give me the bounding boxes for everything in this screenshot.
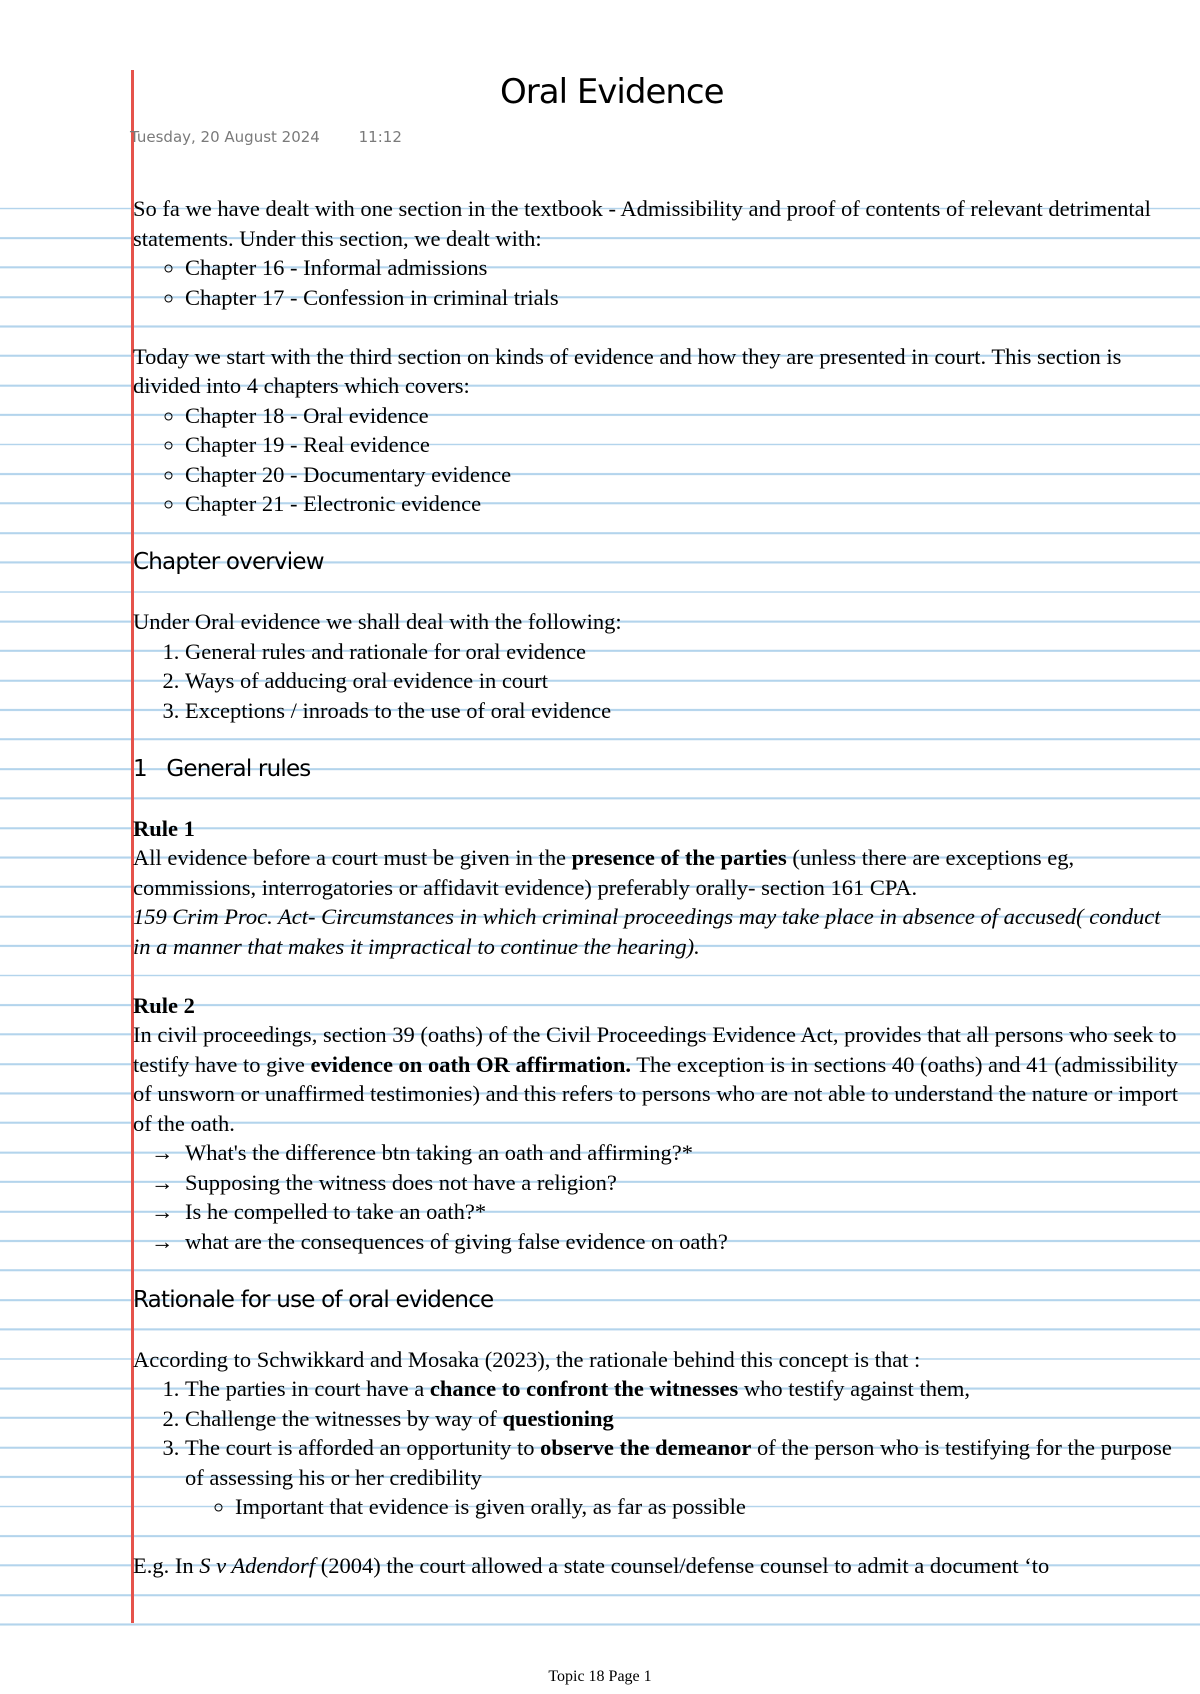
list-item: ◦ Important that evidence is given orally, as far as possible xyxy=(235,1492,1183,1522)
page-meta xyxy=(130,128,436,146)
page-date: Tuesday, 20 August 2024 xyxy=(130,128,320,146)
nested-list xyxy=(185,1492,1183,1522)
rule2-label: Rule 2 xyxy=(133,992,195,1018)
arrow-right-icon: → xyxy=(151,1228,174,1254)
list-item: → Supposing the witness does not have a religion? xyxy=(133,1168,1183,1198)
arrow-right-icon: → xyxy=(151,1140,174,1165)
page-title: Oral Evidence xyxy=(500,72,724,112)
list-item: 2. Ways of adducing oral evidence in court xyxy=(185,666,1183,696)
list-item: ◦ Chapter 19 - Real evidence xyxy=(185,430,1183,460)
intro-list xyxy=(133,253,1183,312)
list-item: 1. General rules and rationale for oral evidence xyxy=(185,637,1183,667)
list-item: ◦ Chapter 16 - Informal admissions xyxy=(185,253,1183,283)
overview-intro: Under Oral evidence we shall deal with the following: xyxy=(133,609,622,634)
rule2-questions xyxy=(133,1138,1183,1256)
list-item: 3. The court is afforded an opportunity to observe the demeanor of the person who is testifying for the purpose of assessing his or her credibility ◦ Important that evidence is given orally, as far as possible xyxy=(185,1433,1183,1522)
list-item: ◦ Chapter 17 - Confession in criminal trials xyxy=(185,283,1183,313)
list-item: → What's the difference btn taking an oath and affirming?* xyxy=(133,1138,1183,1168)
list-item: 2. Challenge the witnesses by way of questioning xyxy=(185,1404,1183,1434)
list-item: → Is he compelled to take an oath?* xyxy=(133,1197,1183,1227)
note-content xyxy=(133,194,1183,1581)
rationale-heading: Rationale for use of oral evidence xyxy=(133,1286,494,1313)
rule1-text: All evidence before a court must be given in the presence of the parties (unless there are exceptions eg, commissions, interrogatories or affidavit evidence) preferably orally- section 161 CPA. xyxy=(133,845,1075,900)
arrow-right-icon: → xyxy=(151,1169,174,1195)
intro-paragraph: So fa we have dealt with one section in the textbook - Admissibility and proof of contents of relevant detrimental statements. Under this section, we dealt with: xyxy=(133,196,1151,251)
example-paragraph: E.g. In S v Adendorf (2004) the court allowed a state counsel/defense counsel to admit a document ‘to xyxy=(133,1553,1050,1578)
rationale-list xyxy=(133,1374,1183,1522)
list-item: 1. The parties in court have a chance to confront the witnesses who testify against them, xyxy=(185,1374,1183,1404)
rationale-intro: According to Schwikkard and Mosaka (2023), the rationale behind this concept is that : xyxy=(133,1346,921,1372)
rule2-text: In civil proceedings, section 39 (oaths) of the Civil Proceedings Evidence Act, provides that all persons who seek to testify have to give evidence on oath OR affirmation. The exception is in sections 40 (oaths) and 41 (admissibility of unsworn or unaffirmed testimonies) and this refers to persons who are not able to understand the nature or import of the oath. xyxy=(133,1022,1179,1136)
rule1-note: 159 Crim Proc. Act- Circumstances in which criminal proceedings may take place in absence of accused( conduct in a manner that makes it impractical to continue the hearing). xyxy=(133,904,1161,959)
overview-list xyxy=(133,637,1183,726)
page-time: 11:12 xyxy=(358,128,402,146)
page-footer: Topic 18 Page 1 xyxy=(548,1668,652,1685)
sections-list xyxy=(133,401,1183,519)
arrow-right-icon: → xyxy=(151,1199,174,1224)
list-item: ◦ Chapter 20 - Documentary evidence xyxy=(185,460,1183,490)
list-item: → what are the consequences of giving false evidence on oath? xyxy=(133,1227,1183,1257)
sections-paragraph: Today we start with the third section on kinds of evidence and how they are presented in court. This section is divided into 4 chapters which covers: xyxy=(133,343,1122,398)
list-item: ◦ Chapter 18 - Oral evidence xyxy=(185,401,1183,431)
list-item: 3. Exceptions / inroads to the use of oral evidence xyxy=(185,696,1183,726)
general-rules-heading: 1 General rules xyxy=(133,755,311,782)
rule1-label: Rule 1 xyxy=(133,815,195,841)
overview-heading: Chapter overview xyxy=(133,549,324,575)
list-item: ◦ Chapter 21 - Electronic evidence xyxy=(185,489,1183,519)
